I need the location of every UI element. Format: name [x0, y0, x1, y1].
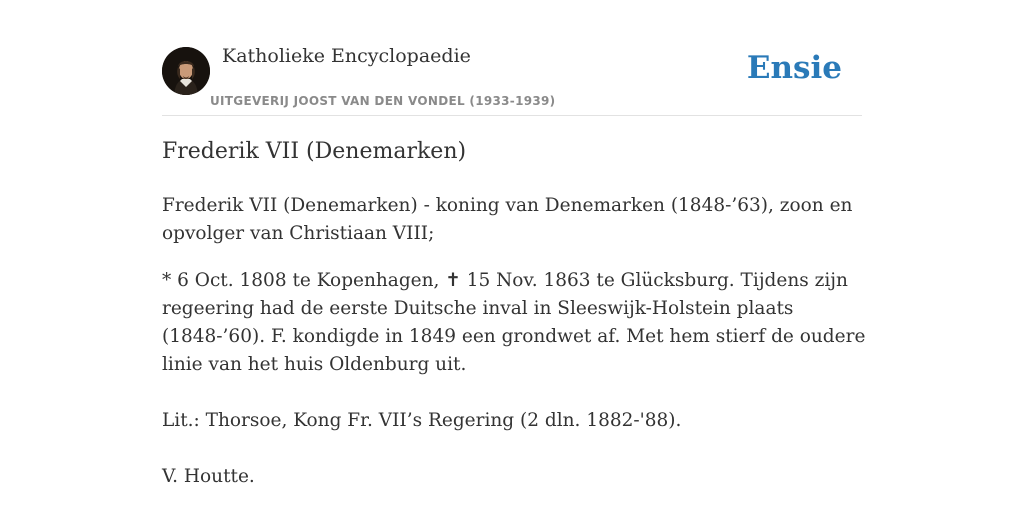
portrait-icon: [162, 47, 210, 95]
article-paragraph: * 6 Oct. 1808 te Kopenhagen, ✝ 15 Nov. 1863 te Glücksburg. Tijdens zijn regeering had de eerste Duitsche inval in Sleeswijk-Holstein plaats (1848-’60). F. kondigde in 1849 een grondwet af. Met hem stierf de oudere linie van het huis Oldenburg uit.: [162, 270, 866, 375]
article-paragraph: Frederik VII (Denemarken) - koning van Denemarken (1848-’63), zoon en opvolger van Christiaan VIII;: [162, 195, 853, 244]
literature-reference: Lit.: Thorsoe, Kong Fr. VII’s Regering (2 dln. 1882-'88).: [162, 410, 682, 431]
publication-header: [162, 40, 862, 116]
article-title: Frederik VII (Denemarken): [162, 139, 467, 164]
publication-avatar[interactable]: [162, 47, 210, 95]
article-author: V. Houtte.: [162, 466, 255, 487]
ensie-logo[interactable]: Ensie: [746, 50, 842, 86]
publication-title[interactable]: Katholieke Encyclopaedie: [222, 45, 471, 67]
publisher-name: UITGEVERIJ JOOST VAN DEN VONDEL (1933-1939): [210, 94, 556, 108]
article-body: [162, 192, 872, 491]
